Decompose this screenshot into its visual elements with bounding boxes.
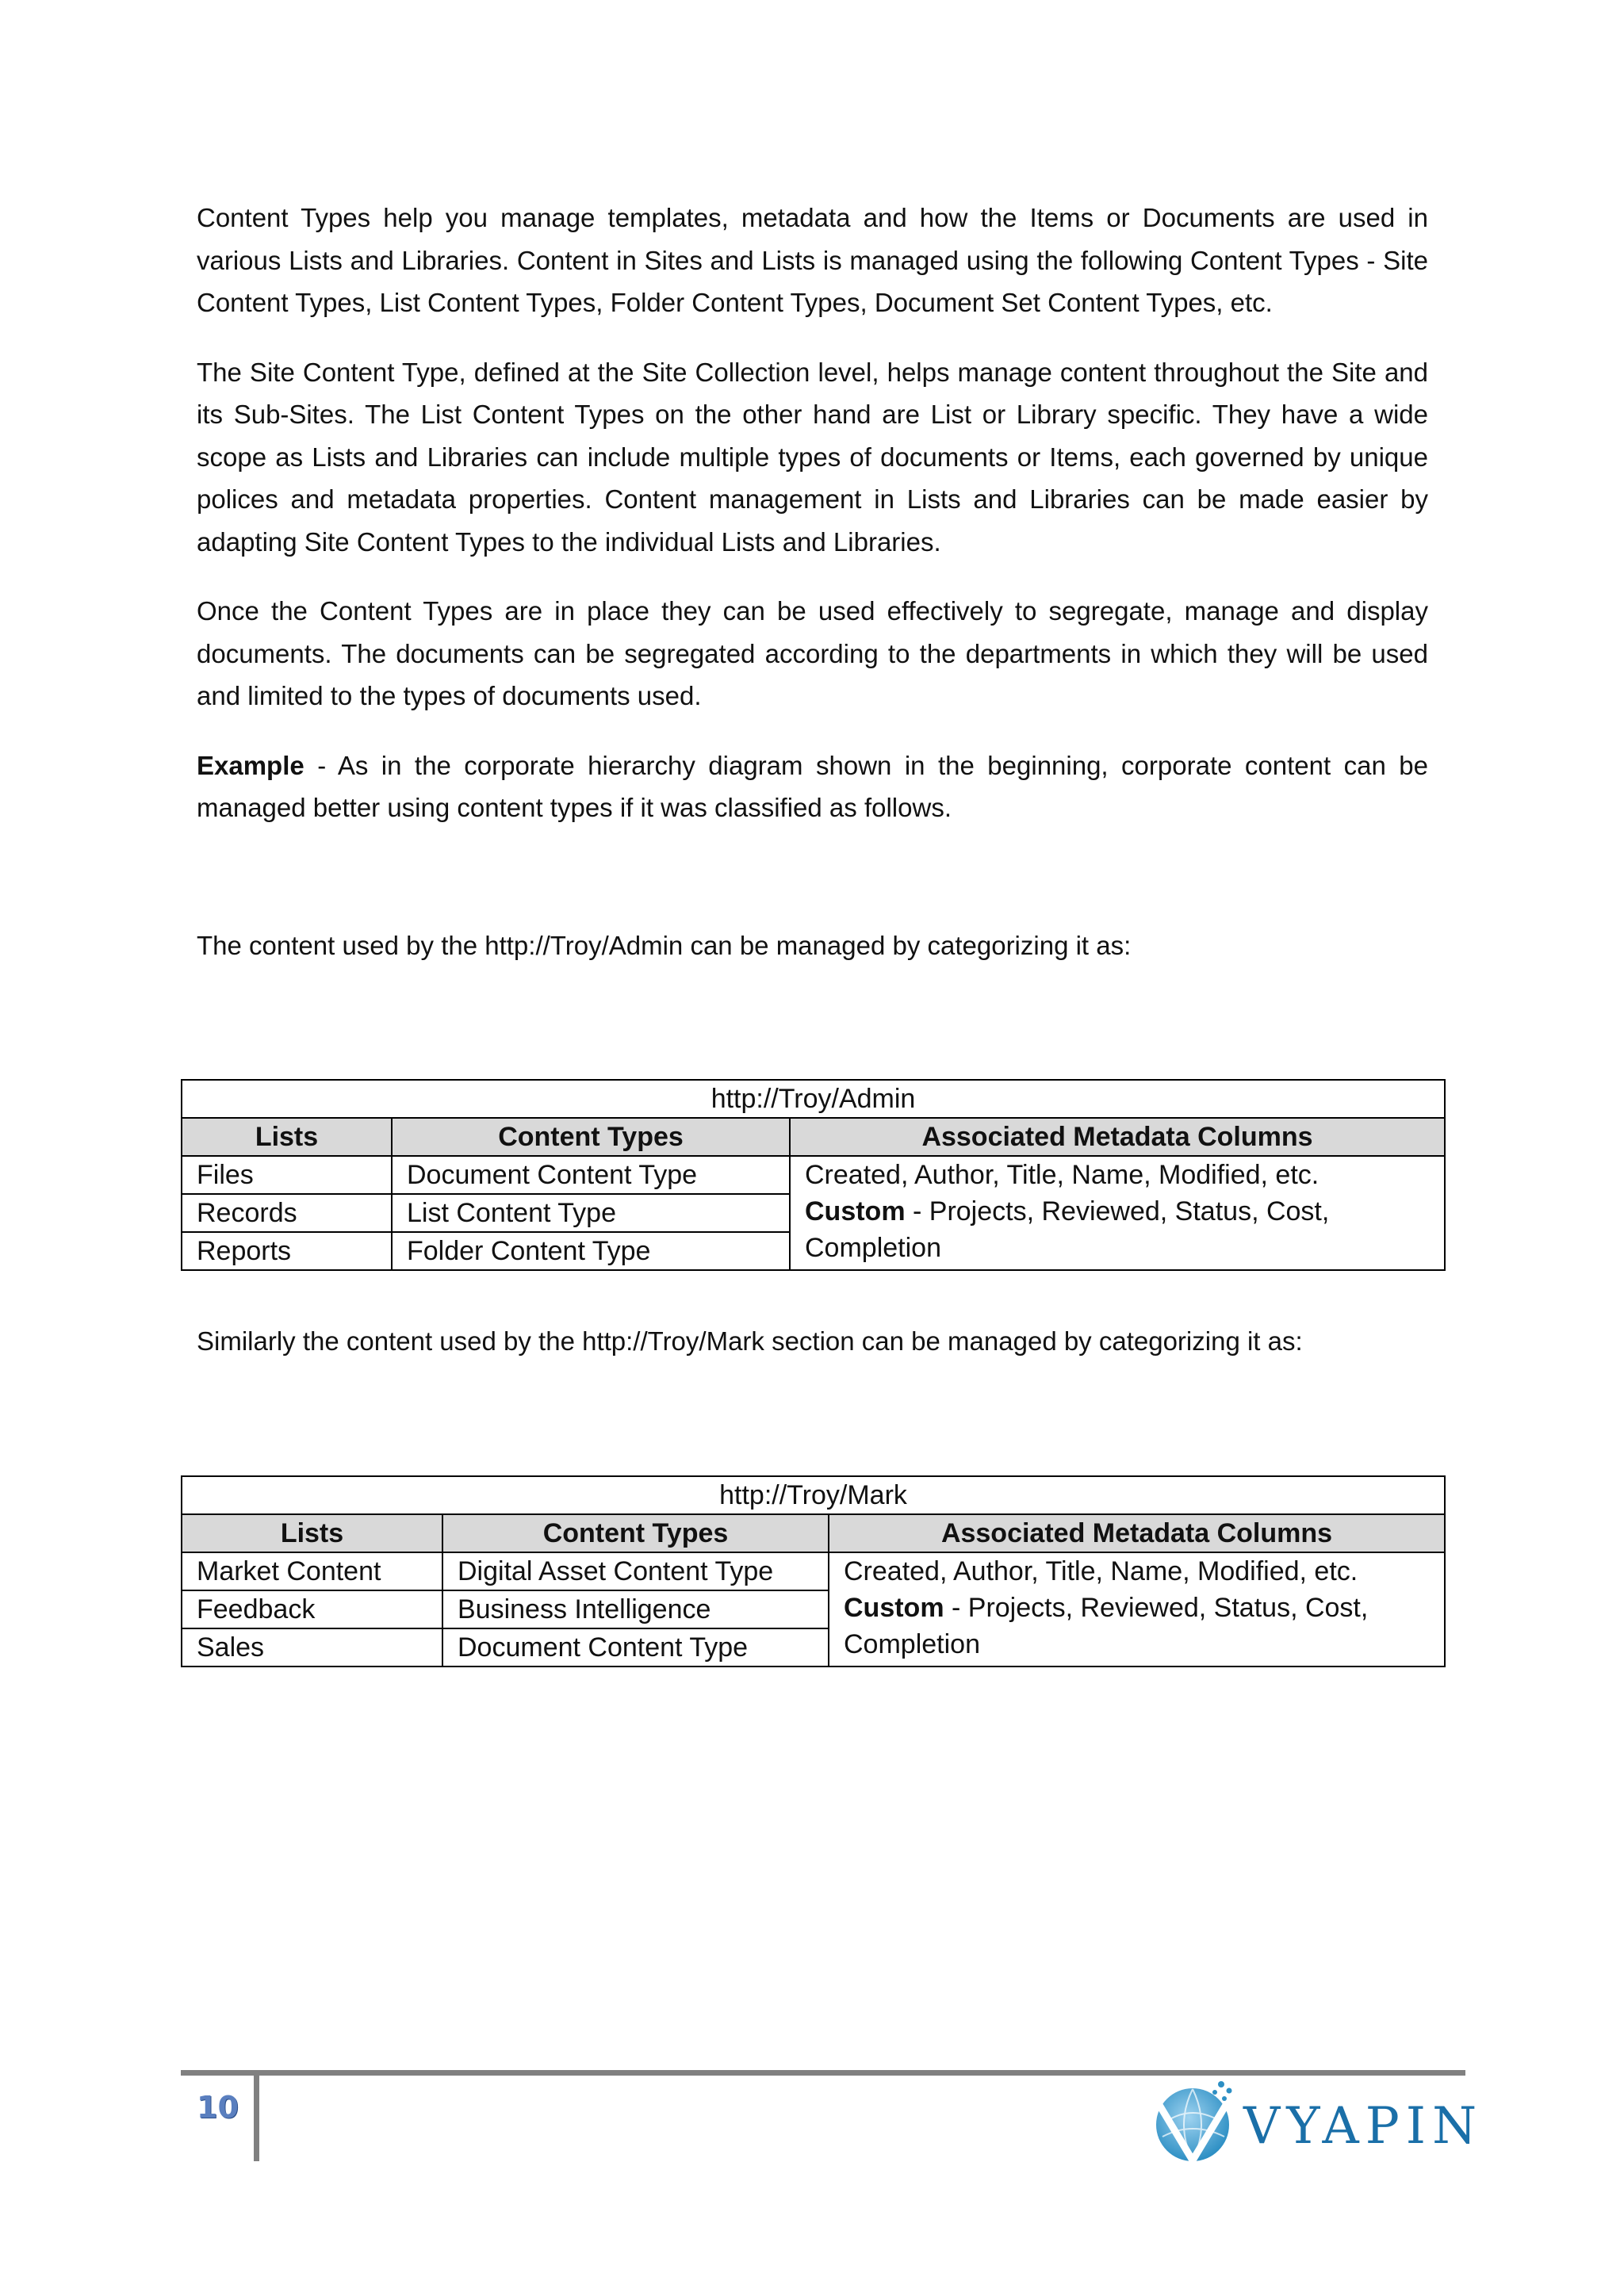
mark-table-wrapper [181, 1475, 1444, 1667]
footer-page-divider [254, 2070, 259, 2161]
mark-header-metadata: Associated Metadata Columns [829, 1514, 1445, 1552]
paragraph-site-content-type: The Site Content Type, defined at the Site Collection level, helps manage content throughout the Site and its Sub-Sites. The List Content Types on the other hand are List or Library specific. They have a wide scope as Lists and Libraries can include multiple types of documents or Items, each governed by unique polices and metadata properties. Content management in Lists and Libraries can be made easier by adapting Site Content Types to the individual Lists and Libraries. [197, 357, 1428, 557]
admin-metadata-cell [790, 1156, 1445, 1270]
admin-header-content-types: Content Types [392, 1118, 790, 1156]
admin-metadata-custom-text: - Projects, Reviewed, Status, Cost, Completion [805, 1196, 1330, 1263]
logo-wordmark: VYAPIN [1243, 2097, 1484, 2156]
globe-logo-icon [1151, 2073, 1239, 2168]
mark-metadata-custom-label: Custom [844, 1592, 944, 1623]
mark-header-content-types: Content Types [442, 1514, 829, 1552]
mark-list-cell: Sales [182, 1628, 442, 1667]
mark-list-cell: Feedback [182, 1590, 442, 1628]
mark-header-lists: Lists [182, 1514, 442, 1552]
mark-metadata-custom-text: - Projects, Reviewed, Status, Cost, Completion [844, 1592, 1369, 1659]
mark-metadata-standard: Created, Author, Title, Name, Modified, etc. [844, 1556, 1358, 1586]
page-content [197, 197, 1428, 1667]
mark-table-caption: http://Troy/Mark [182, 1476, 1445, 1514]
paragraph-content-types-intro: Content Types help you manage templates, metadata and how the Items or Documents are used in various Lists and Libraries. Content in Sites and Lists is managed using the following Content Types - Site Content Types, List Content Types, Folder Content Types, Document Set Content Types, etc. [197, 203, 1428, 317]
mark-intro: Similarly the content used by the http://Troy/Mark section can be managed by categorizing it as: [197, 1326, 1303, 1356]
mark-content-type-cell: Digital Asset Content Type [442, 1552, 829, 1590]
admin-metadata-custom-label: Custom [805, 1196, 906, 1226]
table-row [182, 1156, 1445, 1194]
mark-content-type-cell: Business Intelligence [442, 1590, 829, 1628]
mark-content-type-cell: Document Content Type [442, 1628, 829, 1667]
mark-table [181, 1475, 1446, 1667]
example-text: - As in the corporate hierarchy diagram shown in the beginning, corporate content can be managed better using content types if it was classified as follows. [197, 750, 1428, 822]
admin-header-metadata: Associated Metadata Columns [790, 1118, 1445, 1156]
example-label: Example [197, 750, 304, 780]
page-number: 10 [197, 2090, 239, 2125]
admin-metadata-standard: Created, Author, Title, Name, Modified, etc. [805, 1160, 1320, 1190]
mark-list-cell: Market Content [182, 1552, 442, 1590]
admin-list-cell: Reports [182, 1232, 392, 1270]
admin-table-caption: http://Troy/Admin [182, 1080, 1445, 1118]
table-row [182, 1552, 1445, 1590]
admin-table [181, 1079, 1446, 1271]
admin-content-type-cell: List Content Type [392, 1194, 790, 1232]
admin-content-type-cell: Document Content Type [392, 1156, 790, 1194]
vyapin-logo [1151, 2073, 1484, 2168]
admin-list-cell: Records [182, 1194, 392, 1232]
admin-list-cell: Files [182, 1156, 392, 1194]
paragraph-segregation: Once the Content Types are in place they can be used effectively to segregate, manage and display documents. The documents can be segregated according to the departments in which they will be used and limited to the types of documents used. [197, 596, 1428, 710]
paragraph-example [197, 744, 1428, 829]
mark-metadata-cell [829, 1552, 1445, 1667]
admin-intro: The content used by the http://Troy/Admin can be managed by categorizing it as: [197, 930, 1132, 960]
admin-table-wrapper [181, 1079, 1444, 1271]
admin-content-type-cell: Folder Content Type [392, 1232, 790, 1270]
admin-header-lists: Lists [182, 1118, 392, 1156]
